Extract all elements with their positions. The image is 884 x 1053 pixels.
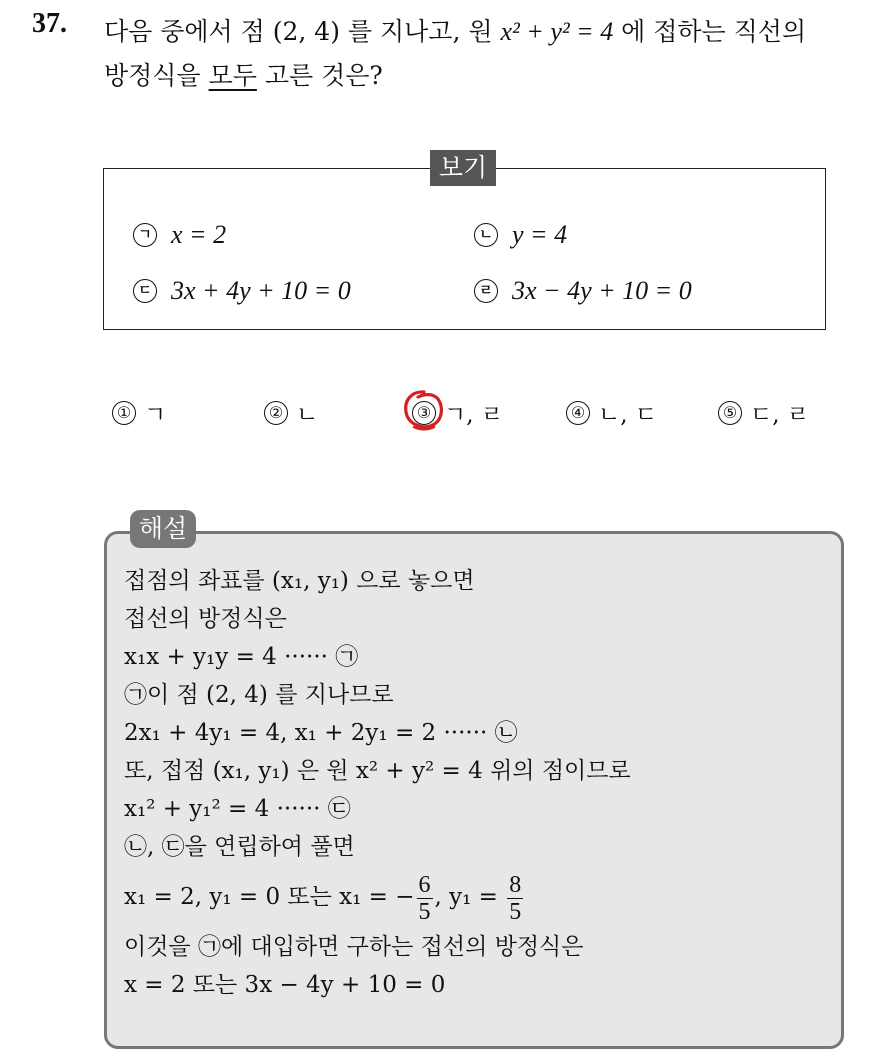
- solution-line-11: x = 2 또는 3x − 4y + 10 = 0: [124, 972, 446, 998]
- choice-1-content: ㄱ: [144, 402, 167, 428]
- fraction-1-denominator: 5: [418, 898, 431, 925]
- solution-line-9: [124, 866, 824, 928]
- question-text-part2: 에 접하는 직선의: [613, 17, 807, 46]
- solution-line-6: 또, 접점 (x₁, y₁) 은 원 x² + y² = 4 위의 점이므로: [124, 758, 631, 784]
- solution-line-4: ㉠이 점 (2, 4) 를 지나므로: [124, 682, 394, 708]
- choice-5[interactable]: [718, 396, 809, 429]
- solution-line-3: x₁x + y₁y = 4 ······ ㉠: [124, 644, 359, 670]
- solution-line-5: 2x₁ + 4y₁ = 4, x₁ + 2y₁ = 2 ······ ㉡: [124, 720, 518, 746]
- choice-1-number: ①: [112, 401, 136, 425]
- question-equation: x² + y² = 4: [500, 17, 614, 46]
- bogi-item-giyeok: [133, 220, 226, 250]
- selected-answer-circle-mark: [402, 388, 446, 432]
- solution-line-7: x₁² + y₁² = 4 ······ ㉢: [124, 796, 351, 822]
- bogi-expr-nieun: y = 4: [512, 220, 568, 249]
- question-line2-before: 방정식을: [104, 61, 209, 90]
- choice-2[interactable]: [264, 396, 318, 429]
- choice-4[interactable]: [566, 396, 657, 429]
- choice-5-number: ⑤: [718, 401, 742, 425]
- solution-label: 해설: [130, 510, 196, 548]
- question-text-part1: 다음 중에서 점 (2, 4) 를 지나고, 원: [104, 17, 501, 46]
- bogi-expr-rieul: 3x − 4y + 10 = 0: [512, 276, 692, 305]
- fraction-six-fifths: [417, 872, 433, 925]
- question-line2-after: 고른 것은?: [256, 61, 383, 90]
- bogi-marker-rieul: ㄹ: [474, 279, 498, 303]
- choice-2-content: ㄴ: [296, 402, 319, 428]
- choice-4-content: ㄴ, ㄷ: [598, 402, 658, 428]
- bogi-item-nieun: [474, 220, 567, 250]
- bogi-label: 보기: [430, 150, 496, 186]
- bogi-marker-nieun: ㄴ: [474, 223, 498, 247]
- choice-3-number: ③: [412, 401, 436, 425]
- question-number: 37.: [32, 8, 67, 39]
- choice-1[interactable]: [112, 396, 166, 429]
- solution-line-8: ㉡, ㉢을 연립하여 풀면: [124, 834, 355, 860]
- choice-4-number: ④: [566, 401, 590, 425]
- bogi-marker-giyeok: ㄱ: [133, 223, 157, 247]
- solution-line-10: 이것을 ㉠에 대입하면 구하는 접선의 방정식은: [124, 934, 584, 960]
- bogi-item-rieul: [474, 276, 692, 306]
- fraction-1-numerator: 6: [418, 871, 431, 898]
- choice-2-number: ②: [264, 401, 288, 425]
- bogi-expr-giyeok: x = 2: [171, 220, 227, 249]
- solution-line-2: 접선의 방정식은: [124, 606, 287, 632]
- bogi-expr-digeut: 3x + 4y + 10 = 0: [171, 276, 351, 305]
- solution-line-9-prefix: x₁ = 2, y₁ = 0 또는 x₁ = −: [124, 884, 415, 910]
- fraction-2-numerator: 8: [509, 871, 522, 898]
- bogi-marker-digeut: ㄷ: [133, 279, 157, 303]
- question-text: [104, 10, 874, 98]
- solution-text: [124, 562, 824, 1004]
- bogi-item-digeut: [133, 276, 351, 306]
- question-underlined-word: 모두: [208, 61, 257, 90]
- fraction-2-denominator: 5: [509, 898, 522, 925]
- fraction-eight-fifths: [507, 872, 523, 925]
- solution-line-9-middle: , y₁ =: [434, 884, 506, 910]
- choice-3-content: ㄱ, ㄹ: [444, 402, 504, 428]
- choice-5-content: ㄷ, ㄹ: [750, 402, 810, 428]
- solution-line-1: 접점의 좌표를 (x₁, y₁) 으로 놓으면: [124, 568, 475, 594]
